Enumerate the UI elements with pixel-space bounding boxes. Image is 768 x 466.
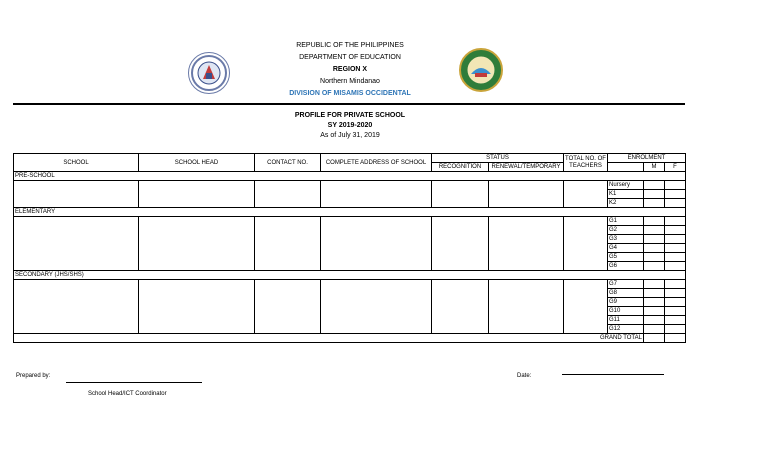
cell-input[interactable] bbox=[644, 253, 665, 262]
cell-input[interactable] bbox=[644, 280, 665, 289]
cell-input[interactable] bbox=[321, 217, 432, 271]
col-recognition: RECOGNITION bbox=[432, 163, 489, 172]
header-divider bbox=[13, 103, 685, 105]
cell-input[interactable] bbox=[255, 181, 321, 208]
grade-label: G8 bbox=[608, 289, 644, 298]
cell-input[interactable] bbox=[665, 199, 686, 208]
cell-input[interactable] bbox=[665, 307, 686, 316]
cell-input[interactable] bbox=[665, 325, 686, 334]
prepared-by-label: Prepared by: bbox=[16, 373, 51, 379]
division-seal-icon bbox=[459, 48, 503, 92]
cell-input[interactable] bbox=[644, 316, 665, 325]
cell-input[interactable] bbox=[139, 217, 255, 271]
col-contact: CONTACT NO. bbox=[255, 154, 321, 172]
cell-input[interactable] bbox=[665, 181, 686, 190]
col-school-head: SCHOOL HEAD bbox=[139, 154, 255, 172]
grade-label: Nursery bbox=[608, 181, 644, 190]
cell-input[interactable] bbox=[564, 217, 608, 271]
cell-input[interactable] bbox=[644, 325, 665, 334]
grand-total-label: GRAND TOTAL bbox=[14, 334, 644, 343]
col-address: COMPLETE ADDRESS OF SCHOOL bbox=[321, 154, 432, 172]
grade-label: G11 bbox=[608, 316, 644, 325]
form-title bbox=[250, 111, 450, 141]
col-male: M bbox=[644, 163, 665, 172]
deped-seal-icon bbox=[188, 52, 230, 94]
cell-input[interactable] bbox=[432, 181, 489, 208]
cell-input[interactable] bbox=[644, 181, 665, 190]
header-text bbox=[250, 40, 450, 100]
cell-input[interactable] bbox=[665, 217, 686, 226]
header-division: DIVISION OF MISAMIS OCCIDENTAL bbox=[289, 90, 411, 97]
cell-input[interactable] bbox=[644, 289, 665, 298]
signatory-label: School Head/ICT Coordinator bbox=[88, 391, 167, 397]
form-title-sy: SY 2019-2020 bbox=[327, 122, 373, 129]
cell-input[interactable] bbox=[644, 190, 665, 199]
cell-input[interactable] bbox=[644, 307, 665, 316]
grade-label: G9 bbox=[608, 298, 644, 307]
cell-input[interactable] bbox=[644, 262, 665, 271]
grade-label: G5 bbox=[608, 253, 644, 262]
profile-table bbox=[13, 153, 686, 343]
grade-label: G10 bbox=[608, 307, 644, 316]
grade-label: G1 bbox=[608, 217, 644, 226]
cell-input[interactable] bbox=[644, 199, 665, 208]
date-label: Date: bbox=[517, 373, 532, 379]
document-header bbox=[0, 0, 768, 100]
grade-label: G3 bbox=[608, 235, 644, 244]
cell-input[interactable] bbox=[644, 235, 665, 244]
cell-input[interactable] bbox=[255, 217, 321, 271]
col-renewal: RENEWAL/TEMPORARY bbox=[489, 163, 564, 172]
cell-input[interactable] bbox=[432, 217, 489, 271]
form-title-main: PROFILE FOR PRIVATE SCHOOL bbox=[294, 112, 406, 119]
profile-table-wrapper bbox=[13, 153, 685, 363]
cell-input[interactable] bbox=[14, 181, 139, 208]
cell-input[interactable] bbox=[14, 217, 139, 271]
cell-input[interactable] bbox=[665, 244, 686, 253]
grand-total-female[interactable] bbox=[665, 334, 686, 343]
section-preschool: PRE-SCHOOL bbox=[14, 172, 686, 181]
grade-label: K2 bbox=[608, 199, 644, 208]
cell-input[interactable] bbox=[644, 226, 665, 235]
cell-input[interactable] bbox=[14, 280, 139, 334]
cell-input[interactable] bbox=[139, 280, 255, 334]
col-status: STATUS bbox=[432, 154, 564, 163]
grade-label: G12 bbox=[608, 325, 644, 334]
header-area: Northern Mindanao bbox=[320, 78, 380, 85]
cell-input[interactable] bbox=[489, 280, 564, 334]
cell-input[interactable] bbox=[321, 181, 432, 208]
grade-label: G6 bbox=[608, 262, 644, 271]
cell-input[interactable] bbox=[644, 244, 665, 253]
cell-input[interactable] bbox=[665, 253, 686, 262]
col-female: F bbox=[665, 163, 686, 172]
header-region: REGION X bbox=[332, 66, 368, 73]
cell-input[interactable] bbox=[489, 181, 564, 208]
grade-label: K1 bbox=[608, 190, 644, 199]
header-republic: REPUBLIC OF THE PHILIPPINES bbox=[296, 42, 404, 49]
cell-input[interactable] bbox=[665, 190, 686, 199]
cell-input[interactable] bbox=[665, 289, 686, 298]
cell-input[interactable] bbox=[255, 280, 321, 334]
date-line bbox=[562, 374, 664, 375]
grade-label: G4 bbox=[608, 244, 644, 253]
col-teachers: TOTAL NO. OF TEACHERS bbox=[564, 154, 608, 172]
cell-input[interactable] bbox=[665, 235, 686, 244]
cell-input[interactable] bbox=[665, 226, 686, 235]
form-title-asof: As of July 31, 2019 bbox=[320, 132, 380, 139]
cell-input[interactable] bbox=[564, 280, 608, 334]
cell-input[interactable] bbox=[564, 181, 608, 208]
header-department: DEPARTMENT OF EDUCATION bbox=[299, 54, 401, 61]
cell-input[interactable] bbox=[489, 217, 564, 271]
cell-input[interactable] bbox=[665, 316, 686, 325]
cell-input[interactable] bbox=[139, 181, 255, 208]
col-school: SCHOOL bbox=[14, 154, 139, 172]
cell-input[interactable] bbox=[665, 280, 686, 289]
section-elementary: ELEMENTARY bbox=[14, 208, 686, 217]
cell-input[interactable] bbox=[432, 280, 489, 334]
prepared-by-line bbox=[66, 382, 202, 383]
cell-input[interactable] bbox=[665, 262, 686, 271]
grade-label: G7 bbox=[608, 280, 644, 289]
col-grade bbox=[608, 163, 644, 172]
section-secondary: SECONDARY (JHS/SHS) bbox=[14, 271, 686, 280]
col-enrolment: ENROLMENT bbox=[608, 154, 686, 163]
grand-total-male[interactable] bbox=[644, 334, 665, 343]
cell-input[interactable] bbox=[321, 280, 432, 334]
cell-input[interactable] bbox=[644, 298, 665, 307]
cell-input[interactable] bbox=[665, 298, 686, 307]
cell-input[interactable] bbox=[644, 217, 665, 226]
grade-label: G2 bbox=[608, 226, 644, 235]
